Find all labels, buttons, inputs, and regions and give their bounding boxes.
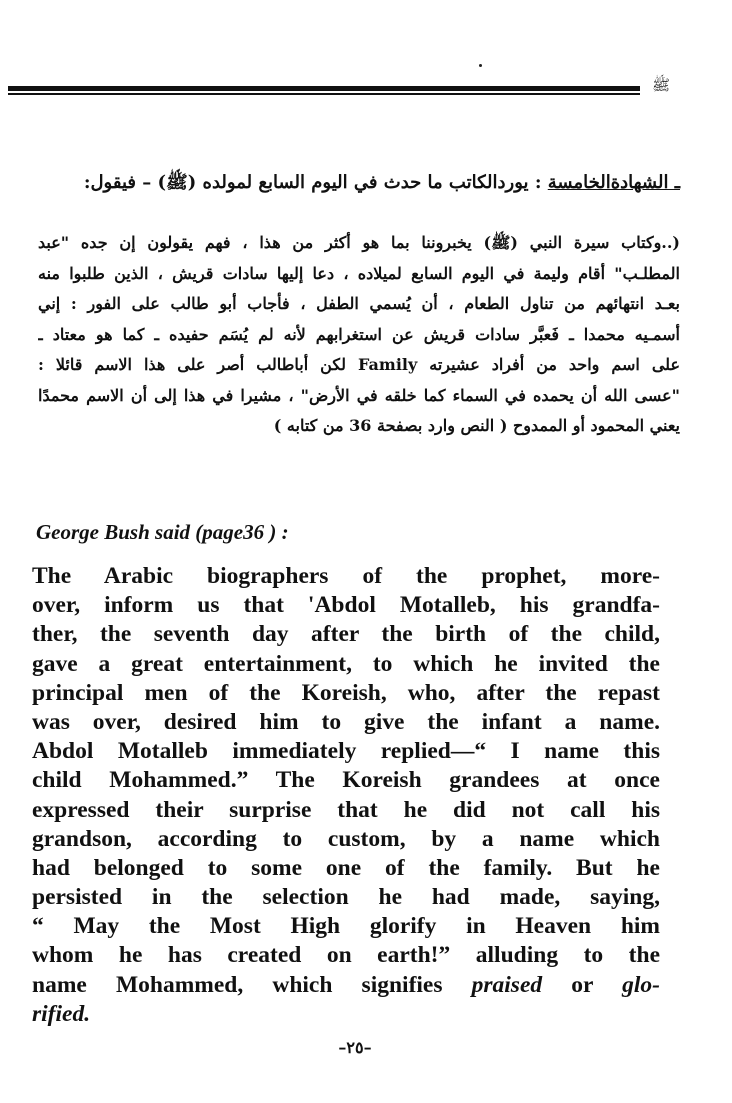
arabic-paragraph — [38, 228, 680, 442]
english-line: child Mohammed.” The Koreish grandees at once — [32, 767, 660, 794]
english-line: expressed their surprise that he did not call his — [32, 796, 660, 823]
english-line: over, inform us that 'Abdol Motalleb, his grandfa- — [32, 592, 660, 619]
arabic-line: يعني المحمود أو الممدوح ( النص وارد بصفحة 36 من كتابه ) — [273, 416, 680, 435]
english-italic-word: rified. — [32, 1000, 91, 1027]
english-text: or — [542, 971, 623, 998]
header-rule — [8, 86, 640, 95]
arabic-heading-label: ـ الشهادةالخامسة — [547, 172, 680, 193]
header-rule-thick — [8, 86, 640, 91]
salawat-seal: ﷺ — [651, 76, 671, 94]
english-quote — [32, 562, 660, 1029]
page-number: –٢٥– — [338, 1038, 372, 1057]
arabic-line: على اسم واحد من أفراد عشيرته Family لكن أباطالب أصر على هذا الاسم قائلا : — [38, 355, 680, 374]
arabic-line: أسمـيه محمدا ـ فَعبَّر سادات قريش عن استغرابهم لأنه لم يُسَم حفيده ـ كما هو معتاد ـ — [38, 324, 680, 344]
english-italic-word: glo- — [622, 971, 660, 998]
arabic-line: المطلـب" أقام وليمة في اليوم السابع لميلاده ، دعا إليها سادات قريش ، الذين طلبوا منه — [38, 263, 680, 283]
english-line: ther, the seventh day after the birth of the child, — [32, 621, 660, 648]
arabic-line: (..وكتاب سيرة النبي (ﷺ) يخبروننا بما هو أكثر من هذا ، فهم يقولون إن جده "عبد — [38, 233, 680, 252]
english-line: Abdol Motalleb immediately replied—“ I name this — [32, 738, 660, 765]
arabic-line: بعـد انتهائهم من تناول الطعام ، أن يُسمي الطفل ، فأجاب أبو طالب على الفور : إني — [38, 294, 680, 313]
english-line: gave a great entertainment, to which he invited the — [32, 650, 660, 677]
english-italic-word: praised — [471, 971, 543, 998]
english-line: The Arabic biographers of the prophet, more- — [32, 563, 660, 589]
arabic-heading — [40, 168, 680, 198]
english-line — [32, 1000, 660, 1029]
arabic-heading-text: : يوردالكاتب ما حدث في اليوم السابع لمولده (ﷺ) – فيقول: — [83, 172, 542, 193]
english-line: was over, desired him to give the infant a name. — [32, 708, 660, 735]
english-line: persisted in the selection he had made, saying, — [32, 884, 660, 911]
header-rule-thin — [8, 93, 640, 95]
arabic-line: "عسى الله أن يحمده في السماء كما خلقه في الأرض" ، مشيرا في هذا إلى أن الاسم محمدًا — [38, 385, 680, 405]
english-line: whom he has created on earth!” alluding to the — [32, 942, 660, 969]
english-line: “ May the Most High glorify in Heaven him — [32, 913, 660, 940]
english-line: grandson, according to custom, by a name which — [32, 825, 660, 852]
english-text: name Mohammed, which signifies — [32, 971, 472, 998]
english-line: principal men of the Koreish, who, after the repast — [32, 679, 660, 706]
english-line — [32, 971, 660, 1000]
english-line: had belonged to some one of the family. But he — [32, 854, 660, 881]
english-caption: George Bush said (page36 ) : — [36, 520, 289, 544]
ink-dot — [479, 64, 482, 67]
